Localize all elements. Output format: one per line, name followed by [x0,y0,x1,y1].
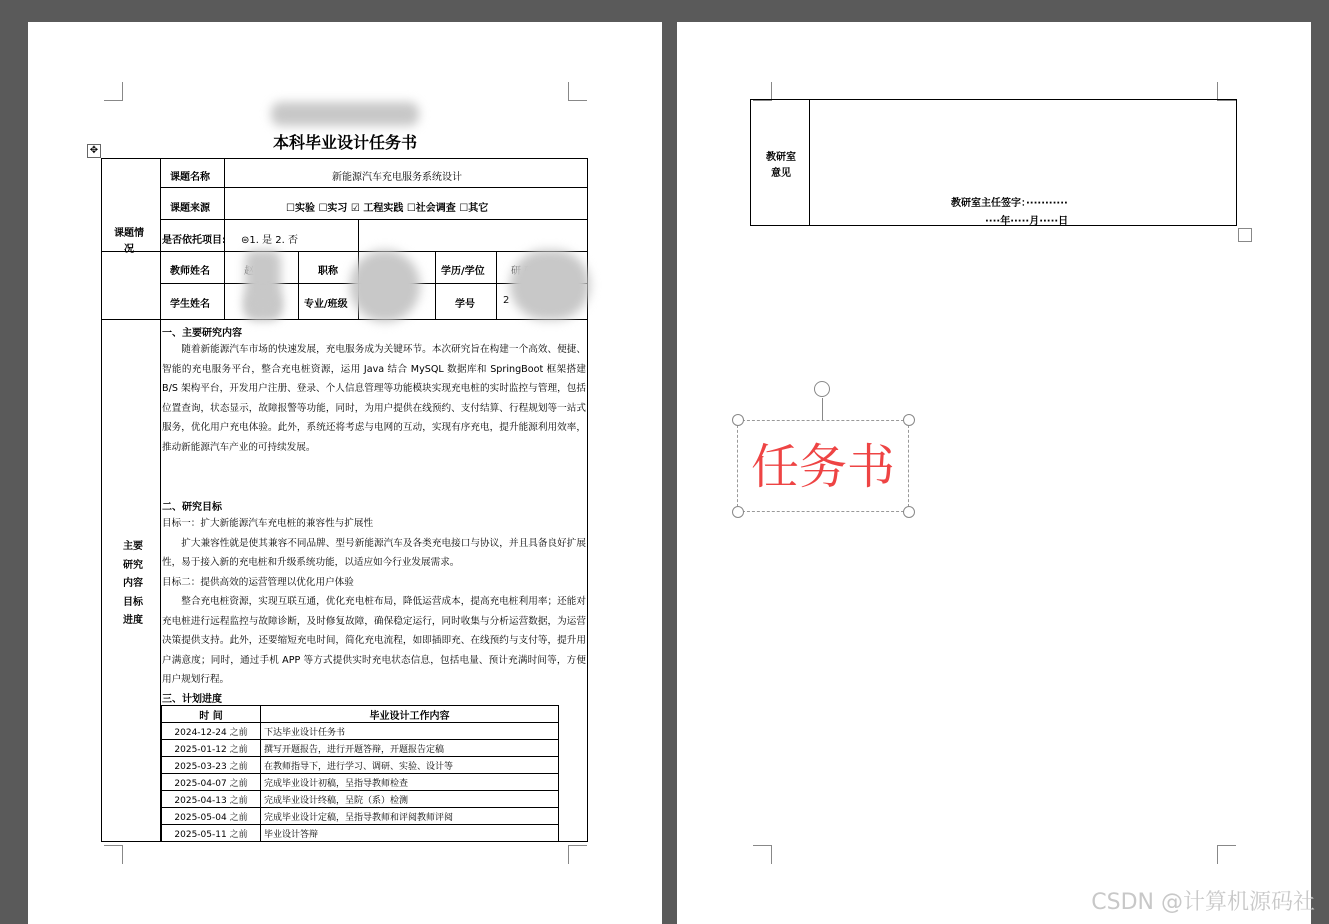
heading-research-content: 一、主要研究内容 [162,328,242,339]
schedule-time: 2024-12-24 之前 [162,723,261,740]
table-resize-handle[interactable] [1238,228,1252,242]
margin-mark [568,82,587,101]
col-divider [496,251,497,319]
resize-handle-icon[interactable] [903,506,915,518]
wordart-text[interactable]: 任务书 [750,439,895,495]
major-label: 专业/班级 [304,299,348,310]
side-label-line: 目标 [123,596,143,608]
watermark: CSDN @计算机源码社 [1091,890,1315,915]
signature-line[interactable]: 教研室主任签字：··········· [951,198,1068,209]
paragraph-text: 随着新能源汽车市场的快速发展，充电服务成为关键环节。本次研究旨在构建一个高效、便捷、智能的充电服务平台，整合充电桩资源，运用 Java 结合 MySQL 数据库和 SpringBoot 框架搭建 B/S 架构平台，开发用户注册、登录、个人信息管理等功能模块实现充电桩的实时监控与管理，包括位置查询，状态显示，故障报警等功能，同时，为用户提供在线预约、支付结算、行程规划等一站式服务，优化用户充电体验。此外，系统还将考虑与电网的互动，实现有序充电，提升能源利用效率，推动新能源汽车产业的可持续发展。 [162,344,586,453]
entrusted-label: 是否依托项目: [162,235,226,246]
resize-handle-icon[interactable] [732,506,744,518]
table-row[interactable] [162,774,559,791]
table-row[interactable] [162,791,559,808]
goal-two-text: 整合充电桩资源，实现互联互通，优化充电桩布局，降低运营成本，提高充电桩利用率；还能对充电桩进行远程监控与故障诊断，及时修复故障，确保稳定运行，同时收集与分析运营数据，为运营决策提供支持。此外，还要缩短充电时间，简化充电流程，如即插即充、在线预约与支付等，提升用户满意度；同时，通过手机 APP 等方式提供实时充电状态信息，包括电量、预计充满时间等，方便用户规划行程。 [162,596,586,685]
paragraph-goals[interactable] [162,514,586,690]
schedule-col-content: 毕业设计工作内容 [261,706,559,723]
col-divider [809,99,810,226]
row-divider [101,251,588,252]
goal-two: 目标二：提供高效的运营管理以优化用户体验 [162,576,354,588]
student-name-label: 学生姓名 [170,299,210,310]
goal-one: 目标一：扩大新能源汽车充电桩的兼容性与扩展性 [162,518,374,529]
opinion-label-line: 教研室 [766,152,796,163]
col-divider [298,251,299,319]
entrusted-value[interactable]: ⊜1. 是 2. 否 [241,235,298,246]
schedule-time: 2025-05-11 之前 [162,825,261,842]
table-row[interactable] [162,723,559,740]
student-id-label: 学号 [455,299,475,310]
section-label-topic: 课题情况 [114,228,144,255]
student-id-value[interactable]: 2 [503,295,510,306]
opinion-label-line: 意见 [771,168,791,179]
opinion-label [763,150,799,182]
date-line[interactable]: ····年·····月·····日 [985,216,1069,227]
table-row[interactable] [162,757,559,774]
schedule-content: 在教师指导下，进行学习、调研、实验、设计等 [261,757,559,774]
side-label-line: 内容 [123,578,143,589]
rotate-handle-icon[interactable] [814,381,830,397]
schedule-col-time: 时 间 [162,706,261,723]
col-divider [435,251,436,319]
schedule-time: 2025-03-23 之前 [162,757,261,774]
teacher-label: 教师姓名 [170,266,210,277]
side-label-line: 进度 [123,615,143,626]
col-divider [224,251,225,319]
schedule-content: 下达毕业设计任务书 [261,723,559,740]
schedule-time: 2025-04-13 之前 [162,791,261,808]
table-row[interactable] [162,808,559,825]
schedule-time: 2025-01-12 之前 [162,740,261,757]
schedule-time: 2025-05-04 之前 [162,808,261,825]
wordart-textbox[interactable] [737,420,909,512]
document-title: 本科毕业设计任务书 [272,133,417,152]
source-options[interactable]: ☐实验 ☐实习 ☑ 工程实践 ☐社会调查 ☐其它 [286,203,489,214]
margin-mark [753,845,772,864]
table-move-icon[interactable]: ✥ [87,144,101,158]
margin-mark [104,845,123,864]
rotate-handle-line [822,398,823,420]
schedule-content: 完成毕业设计初稿，呈指导教师检查 [261,774,559,791]
degree-label: 学历/学位 [441,266,485,277]
margin-mark [1217,845,1236,864]
resize-handle-icon[interactable] [903,414,915,426]
schedule-content: 毕业设计答辩 [261,825,559,842]
heading-schedule: 三、计划进度 [162,694,222,705]
col-divider [358,219,359,251]
source-label: 课题来源 [170,203,210,214]
row-divider [101,319,588,320]
blurred-teacher-title [350,250,420,322]
blurred-student-name [245,292,281,316]
heading-research-goals: 二、研究目标 [162,502,222,513]
schedule-time: 2025-04-07 之前 [162,774,261,791]
goal-one-text: 扩大兼容性就是使其兼容不同品牌、型号新能源汽车及各类充电接口与协议，并且具备良好扩展性，易于接入新的充电桩和升级系统功能，以适应如今行业发展需求。 [162,537,586,568]
schedule-content: 完成毕业设计定稿，呈指导教师和评阅教师评阅 [261,808,559,825]
table-row[interactable] [162,825,559,842]
resize-handle-icon[interactable] [732,414,744,426]
job-title-label: 职称 [318,266,338,277]
document-page-1 [28,22,662,924]
table-row[interactable] [162,740,559,757]
side-label-line: 研究 [123,559,143,571]
margin-mark [568,845,587,864]
topic-label: 课题名称 [170,172,210,183]
schedule-table [161,705,559,842]
side-label-line: 主要 [123,541,143,552]
section-label-main [118,538,148,631]
blurred-degree [510,250,590,320]
paragraph-research-content[interactable] [162,340,586,457]
margin-mark [104,82,123,101]
blurred-school-name [271,102,419,126]
schedule-content: 撰写开题报告，进行开题答辩，开题报告定稿 [261,740,559,757]
schedule-content: 完成毕业设计终稿，呈院（系）检测 [261,791,559,808]
topic-value[interactable]: 新能源汽车充电服务系统设计 [332,172,462,183]
